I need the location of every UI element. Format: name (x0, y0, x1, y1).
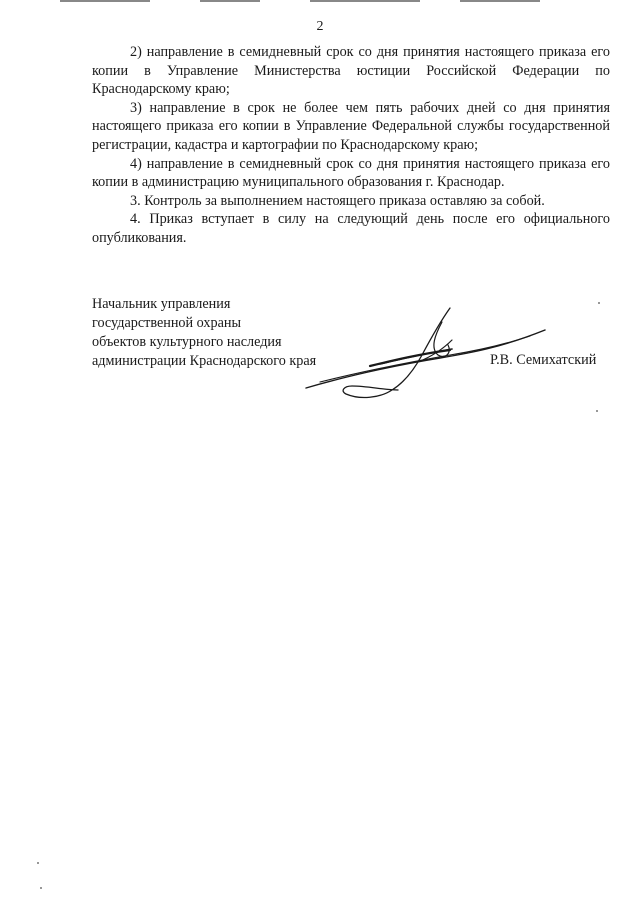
position-line: государственной охраны (92, 315, 242, 331)
position-line: объектов культурного наследия (92, 334, 282, 350)
position-line: администрации Краснодарского края (92, 353, 317, 369)
signer-name: Р.В. Семихатский (490, 352, 597, 368)
paragraph-item-2: 2) направление в семидневный срок со дня принятия настоящего приказа его копии в Управление Министерства юстиции Российской Федерации по Краснодарскому краю; (92, 44, 610, 98)
position-line: Начальник управления (92, 296, 231, 312)
paragraph-control: 3. Контроль за выполнением настоящего приказа оставляю за собой. (130, 192, 545, 209)
scan-speck (596, 410, 598, 412)
paragraph-effective-date: 4. Приказ вступает в силу на следующий день после его официального опубликования. (92, 211, 610, 246)
paragraph-item-3: 3) направление в срок не более чем пять рабочих дней со дня принятия настоящего приказа его копии в Управление Федеральной службы государственной регистрации, кадастра и картографии по Краснодарскому краю; (92, 99, 610, 153)
signer-position (92, 295, 316, 371)
document-body (92, 43, 610, 248)
scan-speck (40, 887, 42, 889)
scan-edge-marks (60, 0, 560, 3)
scan-speck (598, 302, 600, 304)
paragraph-item-4: 4) направление в семидневный срок со дня принятия настоящего приказа его копии в администрацию муниципального образования г. Краснодар. (92, 155, 610, 191)
scan-speck (37, 862, 39, 864)
page-number: 2 (316, 19, 324, 34)
